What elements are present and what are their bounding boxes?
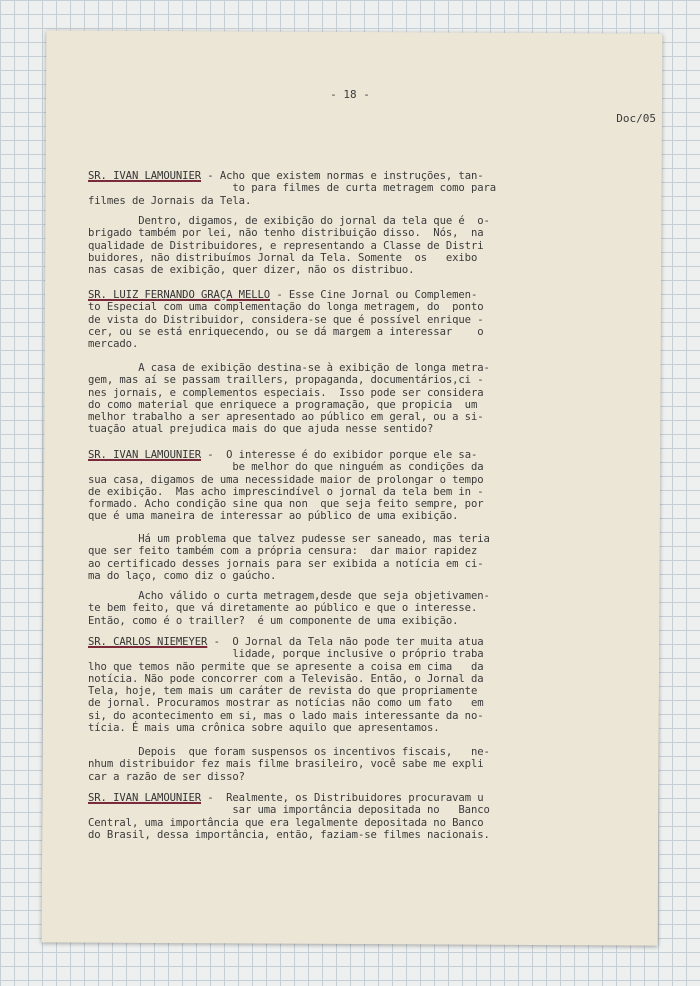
paragraph-3 bbox=[88, 289, 664, 350]
paragraph-6 bbox=[88, 533, 664, 582]
paragraph-text: Dentro, digamos, de exibição do jornal da tela que é o- brigado também por lei, não tenho distribuição disso. Nós, na qualidade de Distribuidores, e representando a Classe de Distri buidores, não distribuímos Jornal da Tela. Somente os exibo nas casas de exibição, quer dizer, não os distribuo. bbox=[88, 215, 490, 277]
paragraph-text: - Acho que existem normas e instruções, tan- to para filmes de curta metragem como para filmes de Jornais da Tela. bbox=[88, 170, 497, 207]
paragraph-text: - O interesse é do exibidor porque ele sa- be melhor do que ninguém as condições da sua casa, digamos de uma necessidade maior de prolongar o tempo de exibição. Mas acho imprescindível o jornal da tela bem in - formado. Acho condição sine qua non que seja feito sempre, por que é uma maneira de interessar ao público de uma exibição. bbox=[88, 449, 484, 523]
paragraph-9 bbox=[88, 746, 664, 783]
document-reference: Doc/05 bbox=[616, 112, 656, 125]
speaker-name: SR. IVAN LAMOUNIER bbox=[88, 792, 202, 804]
paragraph-1 bbox=[88, 170, 664, 207]
paragraph-text: Depois que foram suspensos os incentivos fiscais, ne- nhum distribuidor fez mais filme brasileiro, você sabe me expli car a razão de ser disso? bbox=[88, 746, 490, 783]
speaker-name: SR. IVAN LAMOUNIER bbox=[88, 170, 202, 182]
paragraph-text: - Realmente, os Distribuidores procuravam u sar uma importância depositada no Banco Central, uma importância que era legalmente depositada no Banco do Brasil, dessa importância, então, faziam-se filmes nacionais. bbox=[88, 792, 490, 841]
speaker-name: SR. LUIZ FERNANDO GRAÇA MELLO bbox=[88, 289, 271, 301]
speaker-name: SR. CARLOS NIEMEYER bbox=[88, 636, 208, 648]
paragraph-4 bbox=[88, 362, 664, 436]
page-number: - 18 - bbox=[330, 88, 370, 101]
speaker-name: SR. IVAN LAMOUNIER bbox=[88, 449, 202, 461]
paragraph-7 bbox=[88, 590, 664, 627]
paragraph-text: A casa de exibição destina-se à exibição de longa metra- gem, mas aí se passam traillers, propaganda, documentários,ci - nes jornais, e complementos especiais. Isso pode ser considera do como material que enriquece a programação, que propicia um melhor trabalho a ser apresentado ao público em geral, ou a si- tuação atual prejudica mais do que ajuda nesse sentido? bbox=[88, 362, 490, 436]
paragraph-10 bbox=[88, 792, 664, 841]
paragraph-text: Acho válido o curta metragem,desde que seja objetivamen- te bem feito, que vá diretamente ao público e que o interesse. Então, como é o trailler? é um componente de uma exibição. bbox=[88, 590, 490, 627]
paragraph-text: - Esse Cine Jornal ou Complemen- to Especial com uma complementação do longa metragem, do ponto de vista do Distribuidor, considera-se que é possível enrique - cer, ou se está enriquecendo, ou se dá margem a interessar o mercado. bbox=[88, 289, 484, 351]
paragraph-8 bbox=[88, 636, 664, 734]
paragraph-5 bbox=[88, 449, 664, 523]
paragraph-2 bbox=[88, 215, 664, 276]
paragraph-text: - O Jornal da Tela não pode ter muita atua lidade, porque inclusive o próprio traba lho que temos não permite que se apresente a coisa em cima da notícia. Não pode concorrer com a Televisão. Então, o Jornal da Tela, hoje, tem mais um caráter de revista do que propriamente de jornal. Procuramos mostrar as notícias não como um fato em si, do acontecimento em si, mas o lado mais interessante da no- tícia. É mais uma crônica sobre aquilo que apresentamos. bbox=[88, 636, 484, 735]
paragraph-text: Há um problema que talvez pudesse ser saneado, mas teria que ser feito também com a própria censura: dar maior rapidez ao certificado desses jornais para ser exibida a notícia em ci- ma do laço, como diz o gaúcho. bbox=[88, 533, 490, 582]
